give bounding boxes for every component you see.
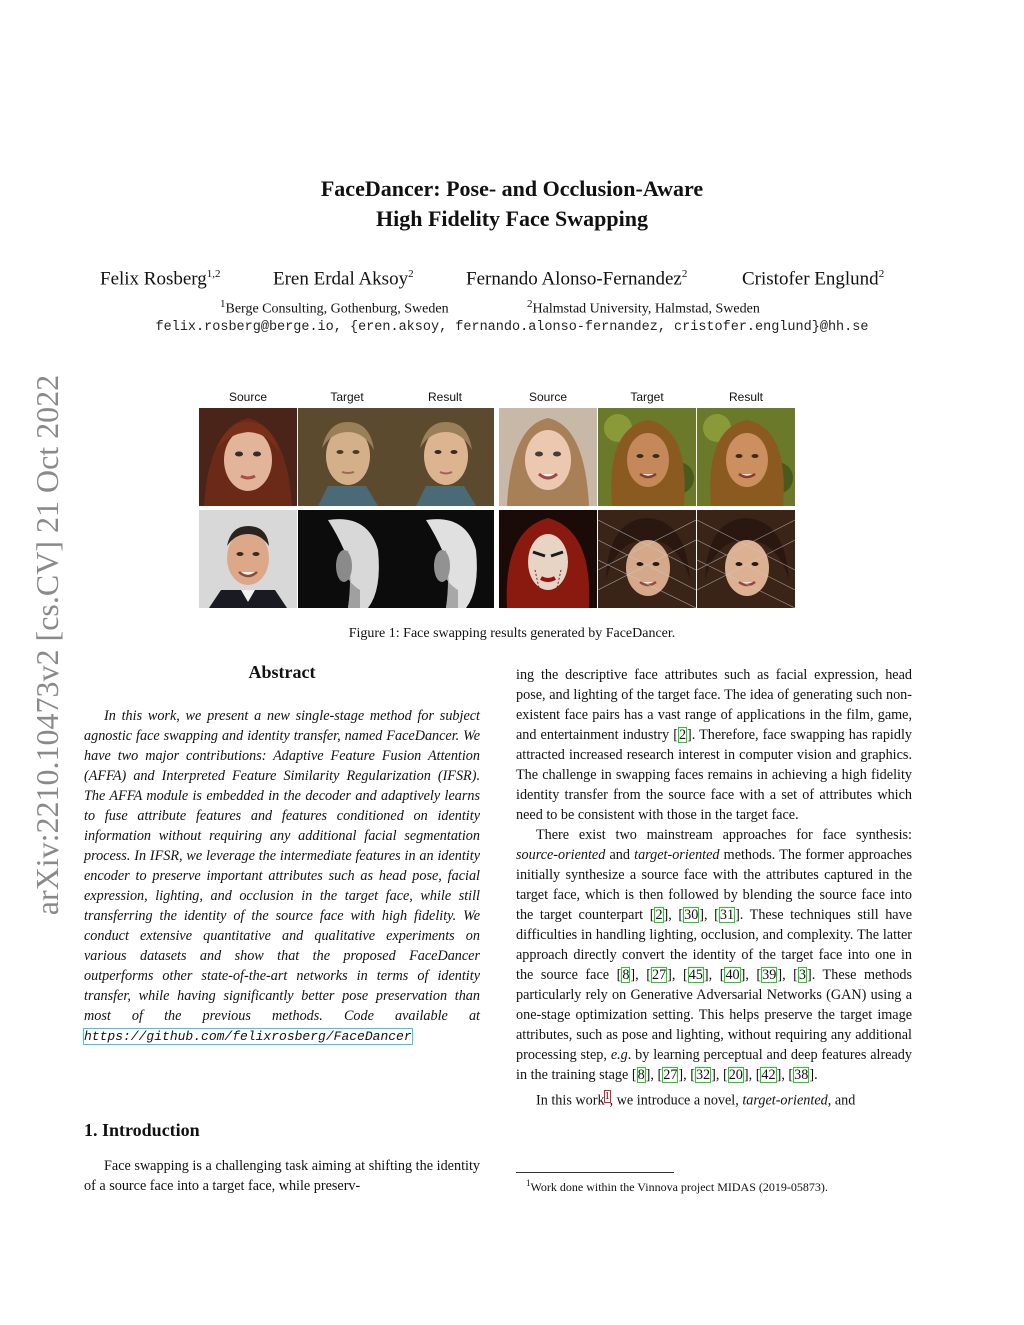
abstract-heading: Abstract [248, 662, 316, 682]
result-face-photo [396, 408, 494, 506]
paper-title-line2: High Fidelity Face Swapping [376, 206, 648, 231]
author-list [0, 268, 1024, 298]
affiliation: $^1$Berge Consulting, Gothenburg, Sweden [220, 298, 449, 317]
citation-link[interactable]: 42 [761, 1067, 776, 1083]
code-url-link[interactable]: https://github.com/felixrosberg/FaceDancer [84, 1029, 412, 1044]
citation-link[interactable]: 8 [637, 1067, 645, 1083]
paragraph: There exist two mainstream approaches for face synthesis: source-oriented and target-oriented methods. The former approaches initially synthesize a source face with the attributes captured in the target face, which is then followed by blending the source face into the target counterpart [2], [30], [31]. These techniques still have difficulties in handling lighting, occlusion, and complexity. The latter approach directly convert the identity of the target face into one in the source face [8], [27], [45], [40], [39], [3]. These methods particularly rely on Generative Adversarial Networks (GAN) using a one-stage optimization setting. This helps preserve the target image attributes, such as pose and lighting, without requiring any additional processing step, e.g. by learning perceptual and deep features already in the training stage [8], [27], [32], [20], [42], [38]. [516, 827, 913, 1083]
target-face-photo [598, 510, 696, 608]
source-face-photo [199, 510, 297, 608]
author-name: Fernando Alonso-Fernandez$^2$ [466, 268, 688, 290]
result-face-photo [697, 510, 795, 608]
figure-label-target: Target [330, 390, 364, 404]
citation-link[interactable]: 39 [762, 967, 777, 983]
author-name: Eren Erdal Aksoy$^2$ [273, 268, 414, 290]
figure-label-target: Target [630, 390, 664, 404]
paragraph: In this work$^1$, we introduce a novel, target-oriented, and [536, 1091, 856, 1109]
section-heading-introduction: 1. Introduction [84, 1120, 200, 1140]
source-face-photo [499, 408, 597, 506]
right-column-text [516, 665, 912, 1111]
target-face-photo [598, 408, 696, 506]
target-face-photo [298, 510, 396, 608]
citation-link[interactable]: 2 [655, 907, 663, 923]
citation-link[interactable]: 20 [728, 1067, 743, 1083]
intro-paragraph: Face swapping is a challenging task aiming at shifting the identity of a source face into a target face, while preserv- [84, 1158, 480, 1194]
figure-label-result: Result [427, 390, 462, 404]
figure-label-source: Source [228, 390, 268, 404]
paper-title-line1: FaceDancer: Pose- and Occlusion-Aware [320, 176, 704, 201]
citation-link[interactable]: 40 [725, 967, 740, 983]
result-face-photo [396, 510, 494, 608]
citation-link[interactable]: 30 [684, 907, 699, 923]
citation-link[interactable]: 45 [688, 967, 703, 983]
source-face-photo [499, 510, 597, 608]
figure-label-source: Source [528, 390, 568, 404]
affiliation: $^2$Halmstad University, Halmstad, Sweden [527, 298, 760, 317]
citation-link[interactable]: 27 [651, 967, 667, 983]
paragraph: ing the descriptive face attributes such as facial expression, head pose, and lighting of the target face. The idea of generating such non-existent face pairs has a vast range of applications in the film, game, and entertainment industry [2]. Therefore, face swapping has rapidly attracted increased research interest in computer vision and graphics. The challenge in swapping faces remains in achieving a high fidelity identity transfer from the source face with a set of attributes which need to be consistent with those in the target face. [516, 667, 912, 823]
footnote-link[interactable]: 1 [604, 1091, 610, 1102]
citation-link[interactable]: 27 [663, 1067, 678, 1083]
author-name: Cristofer Englund$^2$ [742, 268, 885, 290]
result-face-photo [697, 408, 795, 506]
citation-link[interactable]: 3 [798, 967, 806, 983]
citation-link[interactable]: 2 [678, 727, 687, 743]
figure-label-result: Result [728, 390, 763, 404]
citation-link[interactable]: 31 [719, 907, 735, 923]
footnote-divider [516, 1172, 674, 1173]
footnote: $^1$Work done within the Vinnova project MIDAS (2019-05873). [526, 1178, 828, 1194]
author-name: Felix Rosberg$^{1,2}$ [100, 268, 221, 290]
citation-link[interactable]: 38 [794, 1067, 809, 1083]
citation-link[interactable]: 8 [622, 967, 630, 983]
author-emails: felix.rosberg@berge.io, {eren.aksoy, fernando.alonso-fernandez, cristofer.englund}@hh.se [155, 320, 869, 335]
abstract-body: In this work, we present a new single-stage method for subject agnostic face swapping and identity transfer, named FaceDancer. We have two major contributions: Adaptive Feature Fusion Attention (AFFA) and Interpreted Feature Similarity Regularization (IFSR). The AFFA module is embedded in the decoder and adaptively learns to fuse attribute features and features conditioned on identity information without requiring any additional facial segmentation process. In IFSR, we leverage the intermediate features in an identity encoder to preserve important attributes such as head pose, facial expression, lighting, and occlusion in the target face, while still transferring the identity of the source face with high fidelity. We conduct extensive quantitative and qualitative experiments on various datasets and show that the proposed FaceDancer outperforms other state-of-the-art networks in terms of identity transfer, while having significantly better pose preservation than most of the previous methods. Code available at https://github.com/felixrosberg/FaceDancer [84, 708, 480, 1044]
source-face-photo [199, 408, 297, 506]
arxiv-identifier: arXiv:2210.10473v2 [cs.CV] 21 Oct 2022 [29, 374, 65, 916]
citation-link[interactable]: 32 [695, 1067, 711, 1083]
figure-caption: Figure 1: Face swapping results generated by FaceDancer. [348, 626, 676, 641]
target-face-photo [298, 408, 396, 506]
